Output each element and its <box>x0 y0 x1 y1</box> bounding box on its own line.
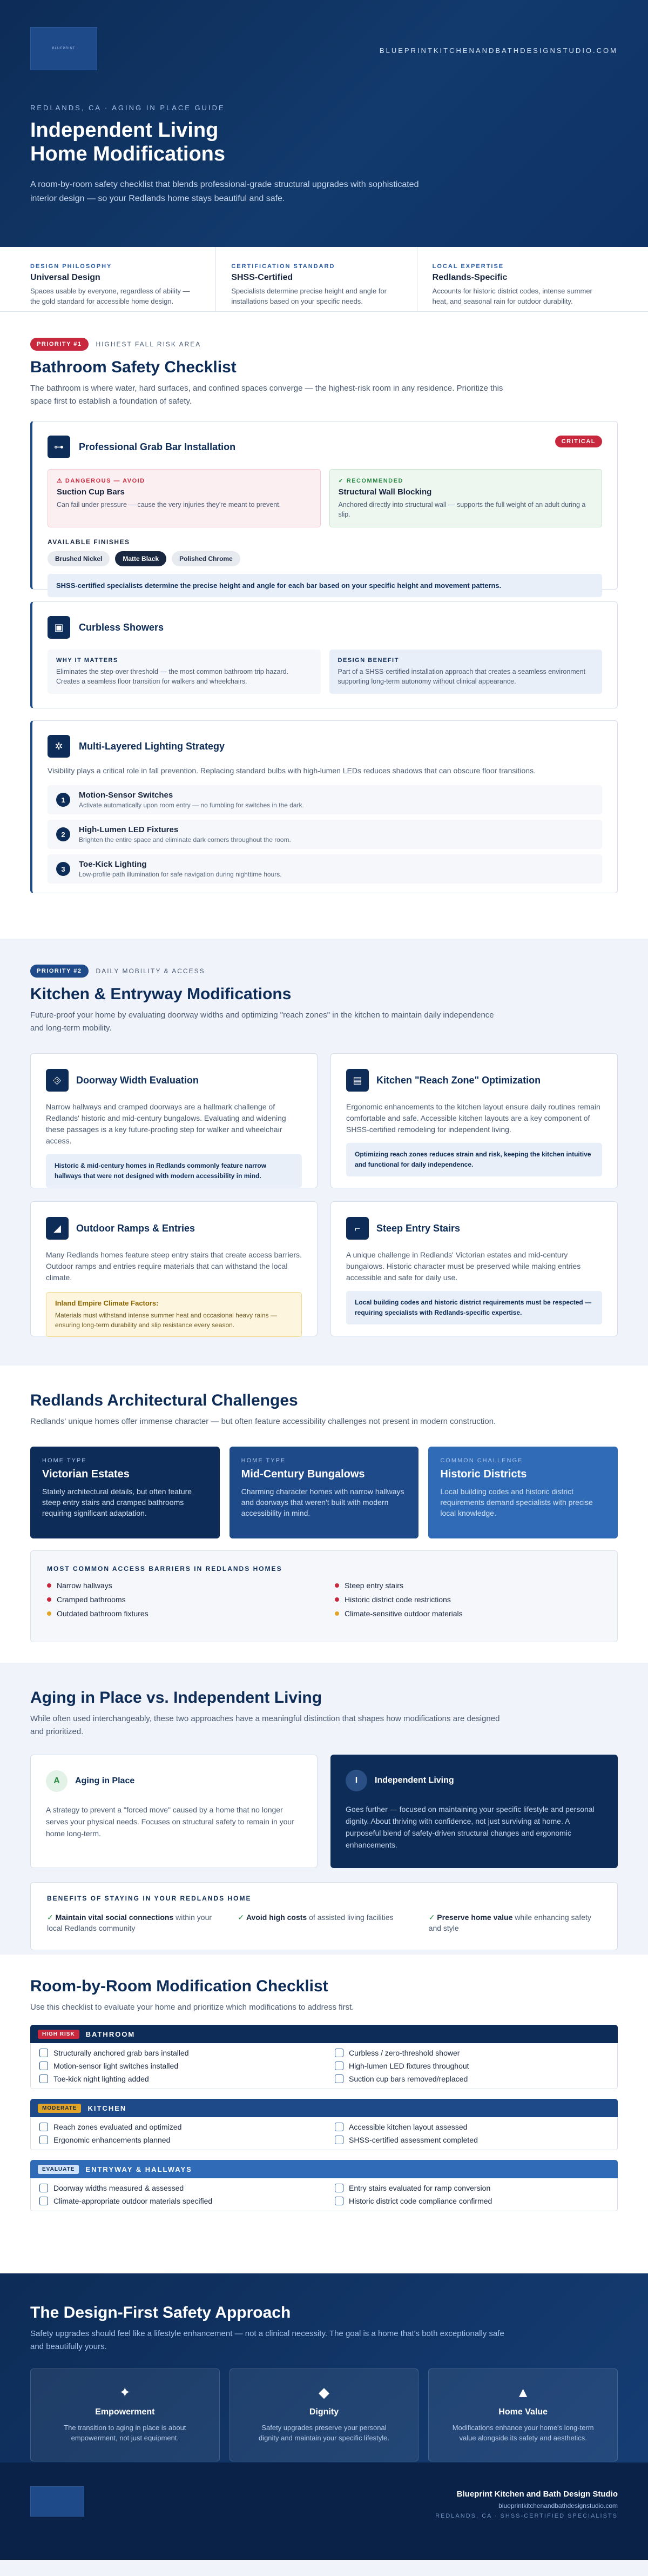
door-icon: ⎆ <box>46 1069 69 1092</box>
section-title: Aging in Place vs. Independent Living <box>30 1689 322 1707</box>
site-url-link[interactable]: BLUEPRINTKITCHENANDBATHDESIGNSTUDIO.COM <box>379 46 618 55</box>
section-lead: The bathroom is where water, hard surfaces, and confined spaces converge — the highest-risk room in any residence. Prioritize this space first to establish a foundation of safety. <box>30 384 503 406</box>
checklist-item[interactable]: Motion-sensor light switches installed <box>39 2062 313 2070</box>
avoid-box: ⚠ DANGEROUS — AVOID Suction Cup Bars Can fail under pressure — cause the very injuries they're meant to prevent. <box>48 469 321 527</box>
checklist-group-header: EVALUATE ENTRYWAY & HALLWAYS <box>30 2160 618 2178</box>
barrier-item: Historic district code restrictions <box>335 1595 601 1604</box>
independent-living-card: I Independent Living Goes further — focused on maintaining your specific lifestyle and personal dignity. About thriving with confidence, not just surviving at home. A purposeful blend of safety-driven structural changes and ergonomic enhancements. <box>330 1755 618 1868</box>
checklist-item[interactable]: Suction cup bars removed/replaced <box>335 2075 609 2083</box>
barrier-item: Narrow hallways <box>47 1581 313 1590</box>
recommended-box: ✓ RECOMMENDED Structural Wall Blocking Anchored directly into structural wall — supports the full weight of an adult during a slip. <box>329 469 603 527</box>
shower-icon: ▣ <box>48 616 70 639</box>
checklist <box>30 2025 618 2211</box>
lighting-item: 2 High-Lumen LED Fixtures Brighten the entire space and eliminate dark corners throughout the room. <box>48 820 602 849</box>
lighting-item: 1 Motion-Sensor Switches Activate automatically upon room entry — no fumbling for switches in the dark. <box>48 785 602 814</box>
triangle-icon: ▲ <box>516 2384 530 2400</box>
bathroom-section <box>0 312 648 939</box>
pillar: LOCAL EXPERTISE Redlands-Specific Accounts for historic district codes, intense summer heat, and seasonal rain for outdoor durability. <box>432 263 592 305</box>
section-lead: Future-proof your home by evaluating doorway widths and optimizing "reach zones" in the kitchen to maintain daily independence and long-term mobility. <box>30 1011 494 1033</box>
benefit-item: ✓ Avoid high costs of assisted living facilities <box>238 1913 394 1922</box>
checkbox <box>39 2062 48 2070</box>
section-kicker: DAILY MOBILITY & ACCESS <box>96 967 205 975</box>
barrier-item: Cramped bathrooms <box>47 1595 313 1604</box>
checklist-item[interactable]: Curbless / zero-threshold shower <box>335 2049 609 2057</box>
footer-logo[interactable] <box>30 2486 84 2517</box>
aging-in-place-card: A Aging in Place A strategy to prevent a "forced move" caused by a home that no longer serves your physical needs. Focuses on structural safety to remain in your home long-term. <box>30 1755 318 1868</box>
company-logo[interactable]: BLUEPRINT <box>30 27 97 70</box>
checkbox <box>335 2136 343 2144</box>
checkbox <box>335 2062 343 2070</box>
footer-tagline: REDLANDS, CA · SHSS-CERTIFIED SPECIALISTS <box>435 2513 618 2519</box>
checklist-item[interactable]: Toe-kick night lighting added <box>39 2075 313 2083</box>
checkbox <box>335 2184 343 2192</box>
section-title: Redlands Architectural Challenges <box>30 1391 298 1409</box>
stairs-icon: ⌐ <box>346 1217 369 1240</box>
reach-zone-card: ▤ Kitchen "Reach Zone" Optimization Ergonomic enhancements to the kitchen layout ensure daily routines remain comfortable and safe. Accessible kitchen layouts are a key component of SHSS-certified remodeling for independent living. Optimizing reach zones reduces strain and risk, keeping the kitchen intuitive and functional for daily independence. <box>330 1053 618 1188</box>
footer-url-link[interactable]: blueprintkitchenandbathdesignstudio.com <box>498 2502 618 2510</box>
checklist-item[interactable]: Accessible kitchen layout assessed <box>335 2123 609 2131</box>
hero-intro: A room-by-room safety checklist that blends professional-grade structural upgrades with sophisticated interior design — so your Redlands home stays beautiful and safe. <box>30 180 419 203</box>
benefit-box: DESIGN BENEFIT Part of a SHSS-certified installation approach that creates a seamless environment supporting long-term autonomy without clinical appearance. <box>329 650 603 694</box>
benefit-item: ✓ Maintain vital social connections within your local Redlands community <box>47 1913 212 1932</box>
footer-company: Blueprint Kitchen and Bath Design Studio <box>456 2490 618 2499</box>
value-card: ◆ Dignity Safety upgrades preserve your personal dignity and maintain your specific lifestyle. <box>230 2368 419 2461</box>
light-icon: ✲ <box>48 735 70 758</box>
section-lead: Safety upgrades should feel like a lifestyle enhancement — not a clinical necessity. The goal is a home that's both exceptionally safe and beautifully yours. <box>30 2329 504 2351</box>
checklist-group-header: HIGH RISK BATHROOM <box>30 2025 618 2043</box>
section-lead: While often used interchangeably, these two approaches have a meaningful distinction that shapes how modifications are designed and prioritized. <box>30 1714 500 1736</box>
checkbox <box>39 2136 48 2144</box>
lighting-item: 3 Toe-Kick Lighting Low-profile path illumination for safe navigation during nighttime hours. <box>48 854 602 884</box>
section-lead: Redlands' unique homes offer immense character — but often feature accessibility challenges not present in modern construction. <box>30 1417 496 1426</box>
priority-badge: PRIORITY #2 <box>30 965 89 978</box>
stairs-card: ⌐ Steep Entry Stairs A unique challenge in Redlands' Victorian estates and mid-century bungalows. Historic character must be preserved while making entries accessible and safe for daily use. Local building codes and historic district requirements must be respected — requiring specialists with Redlands-specific expertise. <box>330 1201 618 1336</box>
section-lead: Use this checklist to evaluate your home and prioritize which modifications to address first. <box>30 2003 354 2012</box>
critical-badge: CRITICAL <box>555 436 602 447</box>
lighting-card <box>30 720 618 893</box>
pillars-bar <box>0 247 648 312</box>
priority-badge: PRIORITY #1 <box>30 338 89 351</box>
checkbox <box>335 2049 343 2057</box>
home-type-card: HOME TYPE Mid-Century Bungalows Charming character homes with narrow hallways and doorways that weren't built with modern accessibility in mind. <box>230 1447 419 1538</box>
checkbox <box>39 2123 48 2131</box>
home-type-card: HOME TYPE Victorian Estates Stately architectural details, but often feature steep entry stairs and cramped bathrooms requiring significant adaptation. <box>30 1447 220 1538</box>
checklist-item[interactable]: SHSS-certified assessment completed <box>335 2136 609 2144</box>
checkbox <box>335 2075 343 2083</box>
kitchen-section <box>0 939 648 1366</box>
doorway-card: ⎆ Doorway Width Evaluation Narrow hallways and cramped doorways are a hallmark challenge of Redlands' historic and mid-century bungalows. Evaluating and widening these passages is a key future-proofing step for walker and wheelchair access. Historic & mid-century homes in Redlands commonly feature narrow hallways that were not designed with modern accessibility in mind. <box>30 1053 318 1188</box>
value-card: ▲ Home Value Modifications enhance your home's long-term value alongside its safety and aesthetics. <box>428 2368 618 2461</box>
checkbox <box>39 2075 48 2083</box>
finishes-label: AVAILABLE FINISHES <box>48 538 130 546</box>
finish-chip-matte-black[interactable]: Matte Black <box>115 551 166 566</box>
barriers-box: MOST COMMON ACCESS BARRIERS IN REDLANDS HOMES Narrow hallways Steep entry stairs Cramped bathrooms Historic district code restrictions Outdated bathroom fixtures Climate-sensitive outdoor materials <box>30 1550 618 1642</box>
checklist-item[interactable]: Entry stairs evaluated for ramp conversion <box>335 2184 609 2192</box>
benefit-item: ✓ Preserve home value while enhancing safety and style <box>428 1913 591 1932</box>
pillar: CERTIFICATION STANDARD SHSS-Certified Specialists determine precise height and angle for installations based on your specific needs. <box>231 247 417 311</box>
benefits-box: BENEFITS OF STAYING IN YOUR REDLANDS HOME ✓ Maintain vital social connections within your local Redlands community ✓ Avoid high costs of assisted living facilities ✓ Preserve home value while enhancing safety and style <box>30 1882 618 1950</box>
architecture-section <box>0 1366 648 1663</box>
page-title: Independent Living Home Modifications <box>30 119 226 165</box>
checkbox <box>39 2197 48 2205</box>
barrier-item: Steep entry stairs <box>335 1581 601 1590</box>
section-title: Bathroom Safety Checklist <box>30 358 237 376</box>
ramps-card: ◢ Outdoor Ramps & Entries Many Redlands homes feature steep entry stairs that create access barriers. Outdoor ramps and entries require materials that can withstand the local climate. Inland Empire Climate Factors: Materials must withstand intense summer heat and occasional heavy rains — ensuring long-term durability and slip resistance every season. <box>30 1201 318 1336</box>
checklist-item[interactable]: Structurally anchored grab bars installed <box>39 2049 313 2057</box>
diamond-icon: ◆ <box>318 2384 329 2400</box>
hero <box>0 0 648 247</box>
why-box: WHY IT MATTERS Eliminates the step-over threshold — the most common bathroom trip hazard. Creates a seamless floor transition for walkers and wheelchairs. <box>48 650 321 694</box>
checklist-item[interactable]: Doorway widths measured & assessed <box>39 2184 313 2192</box>
checkbox <box>335 2123 343 2131</box>
card-title: Multi-Layered Lighting Strategy <box>79 740 225 752</box>
checklist-item[interactable]: Ergonomic enhancements planned <box>39 2136 313 2144</box>
barrier-item: Climate-sensitive outdoor materials <box>335 1609 601 1618</box>
sparkle-icon: ✦ <box>119 2384 131 2400</box>
card-title: Professional Grab Bar Installation <box>79 441 236 452</box>
design-approach-section <box>0 2273 648 2463</box>
finish-chip-polished-chrome[interactable]: Polished Chrome <box>172 551 240 566</box>
checkbox <box>335 2197 343 2205</box>
checklist-item[interactable]: Historic district code compliance confirmed <box>335 2197 609 2205</box>
pillar: DESIGN PHILOSOPHY Universal Design Spaces usable by everyone, regardless of ability — the gold standard for accessible home design. <box>30 247 216 311</box>
value-card: ✦ Empowerment The transition to aging in place is about empowerment, not just equipment. <box>30 2368 220 2461</box>
grab-bar-icon: ⊶ <box>48 436 70 458</box>
checkbox <box>39 2049 48 2057</box>
lighting-lead: Visibility plays a critical role in fall prevention. Replacing standard bulbs with high-lumen LEDs reduces shadows that can obscure floor transitions. <box>48 766 536 775</box>
checklist-group-header: MODERATE KITCHEN <box>30 2099 618 2117</box>
hero-eyebrow: REDLANDS, CA · AGING IN PLACE GUIDE <box>30 104 225 112</box>
section-title: The Design-First Safety Approach <box>30 2304 291 2321</box>
section-kicker: HIGHEST FALL RISK AREA <box>96 340 201 348</box>
aging-section <box>0 1663 648 1955</box>
checklist-item[interactable]: High-lumen LED fixtures throughout <box>335 2062 609 2070</box>
checkbox <box>39 2184 48 2192</box>
section-title: Kitchen & Entryway Modifications <box>30 985 292 1003</box>
card-title: Curbless Showers <box>79 621 164 633</box>
ramp-icon: ◢ <box>46 1217 69 1240</box>
footer <box>0 2463 648 2560</box>
grab-bar-card <box>30 421 618 590</box>
checklist-item[interactable]: Reach zones evaluated and optimized <box>39 2123 313 2131</box>
checklist-section <box>0 1955 648 2273</box>
finish-chip-brushed-nickel[interactable]: Brushed Nickel <box>48 551 110 566</box>
barrier-item: Outdated bathroom fixtures <box>47 1609 313 1618</box>
challenge-card: COMMON CHALLENGE Historic Districts Local building codes and historic district requirements demand specialists with precise local knowledge. <box>428 1447 618 1538</box>
climate-warning: Inland Empire Climate Factors: Materials must withstand intense summer heat and occasional heavy rains — ensuring long-term durability and slip resistance every season. <box>46 1292 302 1337</box>
curbless-shower-card <box>30 601 618 708</box>
checklist-item[interactable]: Climate-appropriate outdoor materials specified <box>39 2197 313 2205</box>
grab-bar-note: SHSS-certified specialists determine the precise height and angle for each bar based on your specific height and movement patterns. <box>48 574 602 597</box>
kitchen-icon: ▤ <box>346 1069 369 1092</box>
section-title: Room-by-Room Modification Checklist <box>30 1977 328 1995</box>
